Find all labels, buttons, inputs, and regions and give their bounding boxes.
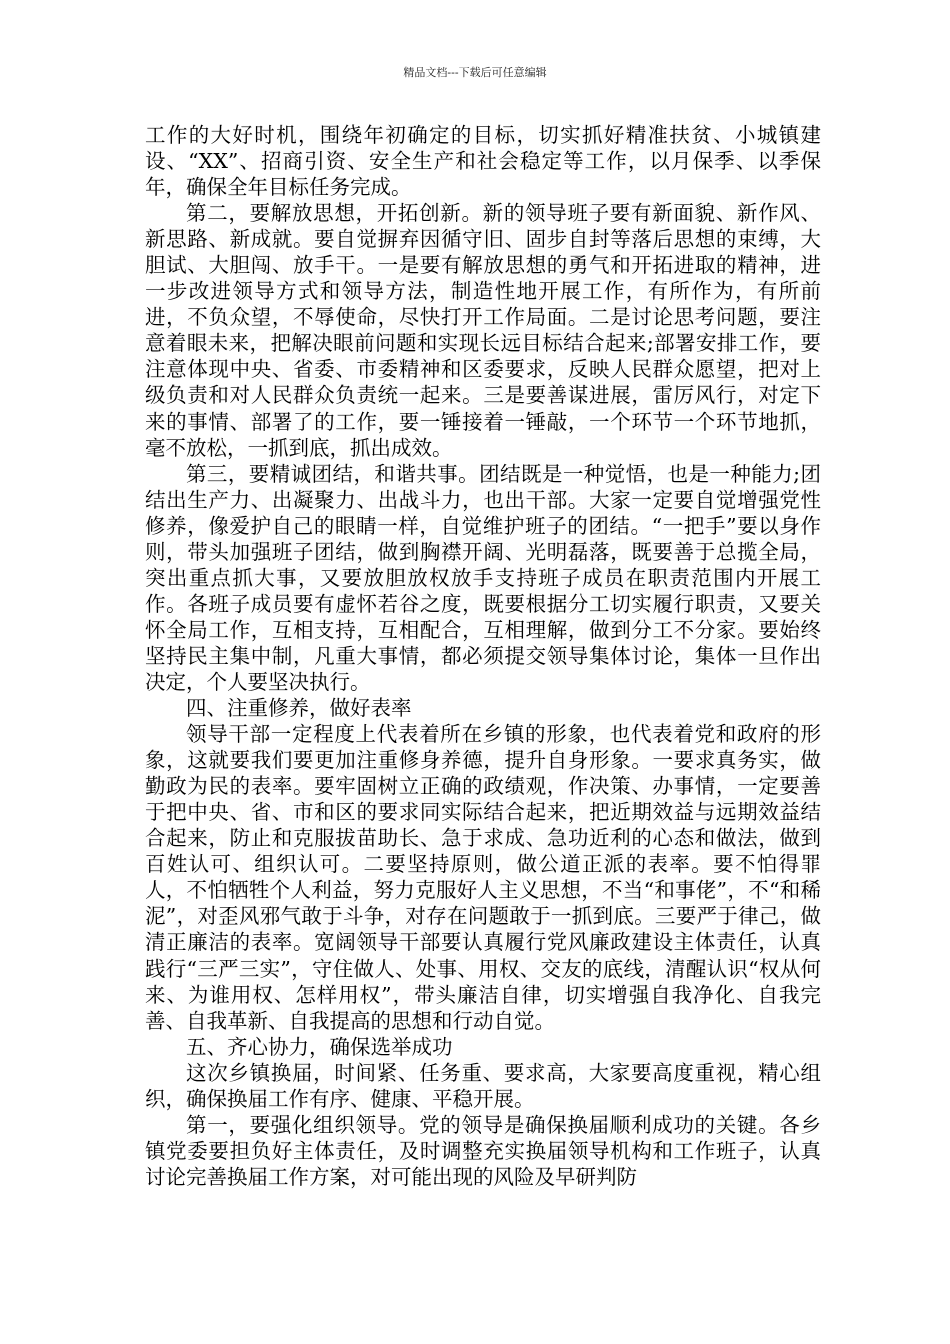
section-heading-five: 五、齐心协力，确保选举成功 bbox=[186, 1034, 453, 1059]
paragraph-section-five-intro: 这次乡镇换届，时间紧、任务重、要求高，大家要高度重视，精心组织，确保换届工作有序、健康、平稳开展。 bbox=[145, 1060, 821, 1111]
paragraph-continued: 工作的大好时机，围绕年初确定的目标，切实抓好精准扶贫、小城镇建设、“XX”、招商引资、安全生产和社会稳定等工作，以月保季、以季保年，确保全年目标任务完成。 bbox=[145, 123, 821, 200]
section-heading-four: 四、注重修养，做好表率 bbox=[186, 696, 412, 721]
paragraph-point-three: 第三，要精诚团结，和谐共事。团结既是一种觉悟，也是一种能力;团结出生产力、出凝聚力、出战斗力，也出干部。大家一定要自觉增强党性修养，像爱护自己的眼睛一样，自觉维护班子的团结。“一把手”要以身作则，带头加强班子团结，做到胸襟开阔、光明磊落，既要善于总揽全局，突出重点抓大事，又要放胆放权放手支持班子成员在职责范围内开展工作。各班子成员要有虚怀若谷之度，既要根据分工切实履行职责，又要关怀全局工作，互相支持，互相配合，互相理解，做到分工不分家。要始终坚持民主集中制，凡重大事情，都必须提交领导集体讨论，集体一旦作出决定，个人要坚决执行。 bbox=[145, 461, 821, 694]
header-note: 精品文档---下载后可任意编辑 bbox=[403, 66, 547, 79]
paragraph-point-one: 第一，要强化组织领导。党的领导是确保换届顺利成功的关键。各乡镇党委要担负好主体责任，及时调整充实换届领导机构和工作班子，认真讨论完善换届工作方案，对可能出现的风险及早研判防 bbox=[145, 1112, 821, 1189]
paragraph-section-four: 领导干部一定程度上代表着所在乡镇的形象，也代表着党和政府的形象，这就要我们要更加注重修身养德，提升自身形象。一要求真务实，做勤政为民的表率。要牢固树立正确的政绩观，作决策、办事情，一定要善于把中央、省、市和区的要求同实际结合起来，把近期效益与远期效益结合起来，防止和克服拔苗助长、急于求成、急功近利的心态和做法，做到百姓认可、组织认可。二要坚持原则，做公道正派的表率。要不怕得罪人，不怕牺牲个人利益，努力克服好人主义思想，不当“和事佬”，不“和稀泥”，对歪风邪气敢于斗争，对存在问题敢于一抓到底。三要严于律己，做清正廉洁的表率。宽阔领导干部要认真履行党风廉政建设主体责任，认真践行“三严三实”，守住做人、处事、用权、交友的底线，清醒认识“权从何来、为谁用权、怎样用权”，带头廉洁自律，切实增强自我净化、自我完善、自我革新、自我提高的思想和行动自觉。 bbox=[145, 722, 821, 1033]
body-text bbox=[145, 122, 821, 1190]
paragraph-point-two: 第二，要解放思想，开拓创新。新的领导班子要有新面貌、新作风、新思路、新成就。要自觉摒弃因循守旧、固步自封等落后思想的束缚，大胆试、大胆闯、放手干。一是要有解放思想的勇气和开拓进取的精神，进一步改进领导方式和领导方法，制造性地开展工作，有所作为，有所前进，不负众望，不辱使命，尽快打开工作局面。二是讨论思考问题，要注意着眼未来，把解决眼前问题和实现长远目标结合起来;部署安排工作，要注意体现中央、省委、市委精神和区委要求，反映人民群众愿望，把对上级负责和对人民群众负责统一起来。三是要善谋进展，雷厉风行，对定下来的事情、部署了的工作，要一锤接着一锤敲，一个环节一个环节地抓，毫不放松，一抓到底，抓出成效。 bbox=[145, 201, 821, 460]
